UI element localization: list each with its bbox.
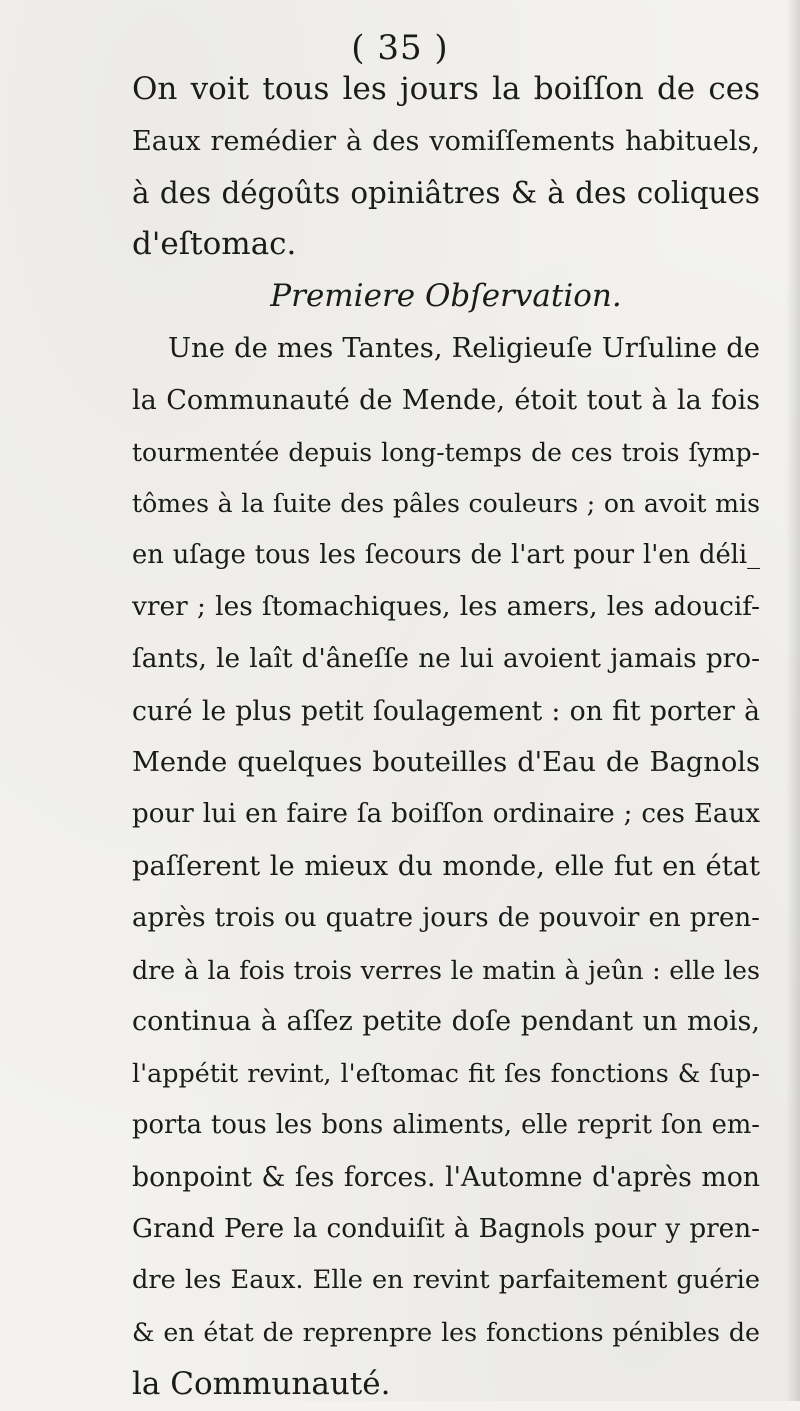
body-text — [132, 64, 760, 1411]
text-line: porta tous les bons aliments, elle reprit ſon em- — [132, 1109, 760, 1140]
text-line: d'eſtomac. — [132, 226, 297, 263]
text-line: dre les Eaux. Elle en revint parfaitement guérie — [132, 1265, 760, 1296]
text-line: Mende quelques bouteilles d'Eau de Bagnols — [132, 747, 760, 779]
section-heading: Premiere Obſervation. — [270, 278, 622, 315]
text-line: l'appétit revint, l'eſtomac fit ſes fonctions & ſup- — [132, 1058, 760, 1089]
text-line: pour lui en faire ſa boiſſon ordinaire ; ces Eaux — [132, 799, 760, 830]
text-line: Grand Pere la conduiſit à Bagnols pour y pren- — [132, 1213, 760, 1244]
text-line: dre à la fois trois verres le matin à jeûn : elle les — [132, 955, 760, 985]
text-line: Une de mes Tantes, Religieuſe Urſuline de — [168, 332, 760, 364]
text-line: en uſage tous les ſecours de l'art pour l'en déli_ — [132, 540, 760, 571]
text-line: Eaux remédier à des vomiſſements habituels, — [132, 125, 760, 157]
text-line: & en état de reprenpre les fonctions pénibles de — [132, 1318, 760, 1348]
text-line: la Communauté. — [132, 1365, 391, 1402]
page-number: ( 35 ) — [351, 28, 449, 68]
text-line: la Communauté de Mende, étoit tout à la fois — [132, 384, 760, 416]
text-line: On voit tous les jours la boiſſon de ces — [132, 71, 760, 107]
text-line: vrer ; les ſtomachiques, les amers, les adoucif- — [132, 591, 760, 622]
text-line: à des dégoûts opiniâtres & à des coliques — [132, 175, 760, 210]
text-line: après trois ou quatre jours de pouvoir en pren- — [132, 902, 760, 933]
text-line: tômes à la ſuite des pâles couleurs ; on avoit mis — [132, 489, 760, 519]
text-line: bonpoint & ſes forces. l'Automne d'après mon — [132, 1161, 760, 1193]
page-edge-shadow — [786, 0, 800, 1401]
text-line: paſſerent le mieux du monde, elle fut en état — [132, 850, 760, 882]
text-line: continua à aſſez petite doſe pendant un mois, — [132, 1006, 760, 1038]
text-line: tourmentée depuis long-temps de ces trois ſymp- — [132, 437, 760, 467]
text-line: ſants, le laît d'âneſſe ne lui avoient jamais pro- — [132, 643, 760, 674]
text-line: curé le plus petit ſoulagement : on fit porter à — [132, 695, 760, 727]
